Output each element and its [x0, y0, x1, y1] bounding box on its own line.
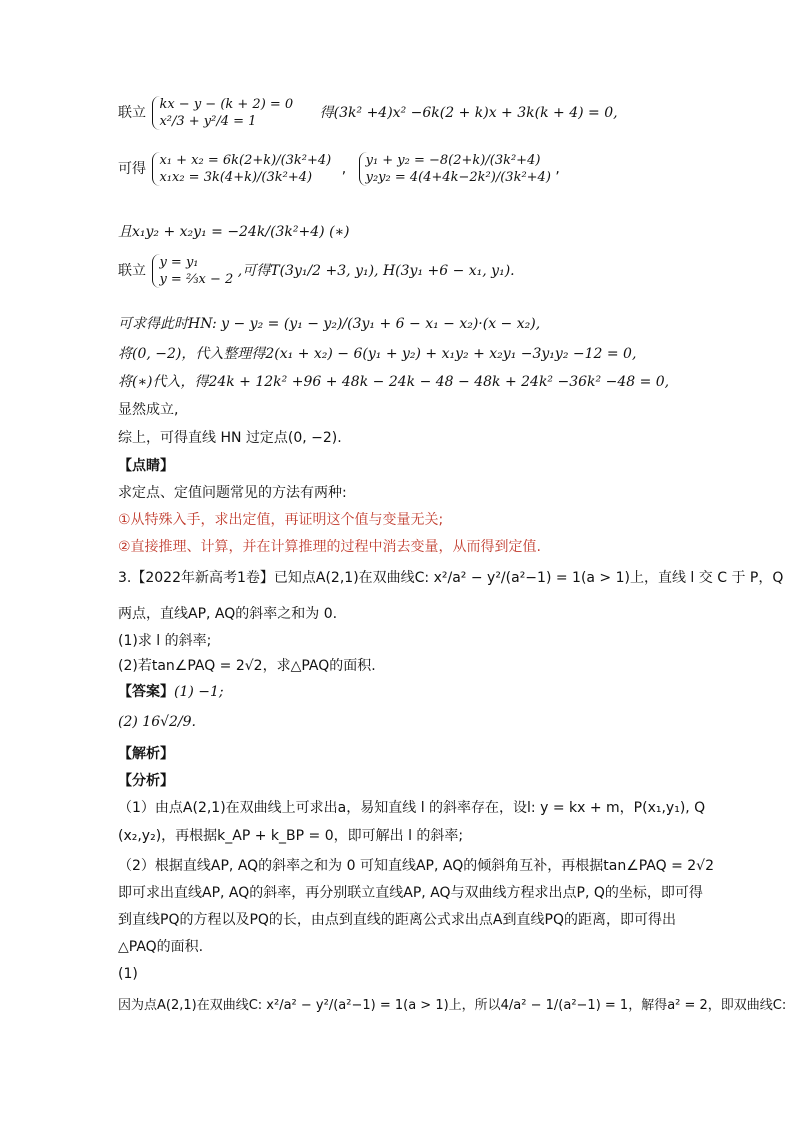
equation-line: 可求得此时HN: y − y₂ = (y₁ − y₂)/(3y₁ + 6 − x₁ − x₂)·(x − x₂), — [118, 316, 541, 332]
text-prefix: 可得 — [118, 161, 146, 177]
system-line-2: 可得 x₁ + x₂ = 6k(2+k)/(3k²+4) x₁x₂ = 3k(4+k)/(3k²+4) , y₁ + y₂ = −8(2+k)/(3k²+4) y₂y₂ = 4(4+4k−2k²)/(3k²+4) , — [118, 153, 560, 185]
section-tag-answer: 【答案】 — [118, 684, 174, 700]
answer-line-2: (2) 16√2/9. — [118, 714, 196, 730]
problem-heading: 3.【2022年新高考1卷】已知点A(2,1)在双曲线C: x²/a² − y²/(a²−1) = 1(a > 1)上，直线 l 交 C 于 P，Q — [118, 570, 784, 586]
section-tag-dianjing: 【点睛】 — [118, 458, 174, 474]
analysis-line: 即可求出直线AP, AQ的斜率，再分别联立直线AP, AQ与双曲线方程求出点P, Q的坐标，即可得 — [118, 885, 703, 901]
solution-line: 因为点A(2,1)在双曲线C: x²/a² − y²/(a²−1) = 1(a > 1)上，所以4/a² − 1/(a²−1) = 1，解得a² = 2，即双曲线C: — [118, 998, 787, 1013]
equation: x₁ + x₂ = 6k(2+k)/(3k²+4) — [159, 153, 332, 168]
text-line: 显然成立, — [118, 402, 179, 418]
equation-system — [359, 152, 551, 186]
equation: y₂y₂ = 4(4+4k−2k²)/(3k²+4) — [365, 170, 551, 185]
equation: y = ⅔x − 2 — [159, 272, 234, 287]
method-1: ①从特殊入手，求出定值，再证明这个值与变量无关; — [118, 512, 444, 528]
equation-result: ,可得T(3y₁/2 +3, y₁), H(3y₁ +6 − x₁, y₁). — [237, 263, 515, 279]
text-prefix: 联立 — [118, 105, 146, 121]
question-2: (2)若tan∠PAQ = 2√2，求△PAQ的面积. — [118, 658, 376, 674]
analysis-line: (x₂,y₂)，再根据k_AP + k_BP = 0，即可解出 l 的斜率; — [118, 828, 464, 844]
equation-system — [152, 254, 233, 288]
text-line: 求定点、定值问题常见的方法有两种: — [118, 485, 347, 501]
section-tag-fenxi: 【分析】 — [118, 773, 174, 789]
equation-line: 将(∗)代入，得24k + 12k² +96 + 48k − 24k − 48 − 48k + 24k² −36k² −48 = 0, — [118, 374, 670, 390]
answer-value: (1) −1; — [174, 684, 224, 700]
conclusion-line: 综上，可得直线 HN 过定点(0, −2). — [118, 430, 342, 446]
problem-heading-cont: 两点，直线AP, AQ的斜率之和为 0. — [118, 606, 338, 622]
analysis-line: （1）由点A(2,1)在双曲线上可求出a，易知直线 l 的斜率存在，设l: y = kx + m，P(x₁,y₁), Q — [118, 800, 706, 816]
equation: x₁x₂ = 3k(4+k)/(3k²+4) — [159, 170, 313, 185]
solution-label: (1) — [118, 966, 138, 982]
equation: y = y₁ — [159, 255, 199, 270]
analysis-line: △PAQ的面积. — [118, 939, 204, 955]
equation-result: 得(3k² +4)x² −6k(2 + k)x + 3k(k + 4) = 0, — [319, 105, 618, 121]
equation: y₁ + y₂ = −8(2+k)/(3k²+4) — [365, 153, 541, 168]
answer-line-1 — [118, 682, 224, 702]
system-line-3 — [118, 254, 515, 288]
equation-line: 且x₁y₂ + x₂y₁ = −24k/(3k²+4) (∗) — [118, 224, 350, 240]
equation: x²/3 + y²/4 = 1 — [159, 114, 257, 129]
equation-system — [152, 96, 293, 130]
section-tag-jiexi: 【解析】 — [118, 746, 174, 762]
question-1: (1)求 l 的斜率; — [118, 633, 212, 649]
analysis-line: （2）根据直线AP, AQ的斜率之和为 0 可知直线AP, AQ的倾斜角互补，再根据tan∠PAQ = 2√2 — [118, 858, 715, 874]
system-line-1 — [118, 96, 618, 130]
method-2: ②直接推理、计算，并在计算推理的过程中消去变量，从而得到定值. — [118, 539, 541, 555]
equation-line: 将(0, −2)，代入整理得2(x₁ + x₂) − 6(y₁ + y₂) + x₁y₂ + x₂y₁ −3y₁y₂ −12 = 0, — [118, 346, 637, 362]
text-prefix: 联立 — [118, 263, 146, 279]
analysis-line: 到直线PQ的方程以及PQ的长，由点到直线的距离公式求出点A到直线PQ的距离，即可得出 — [118, 912, 676, 928]
equation-system — [152, 152, 331, 186]
equation: kx − y − (k + 2) = 0 — [159, 97, 294, 112]
